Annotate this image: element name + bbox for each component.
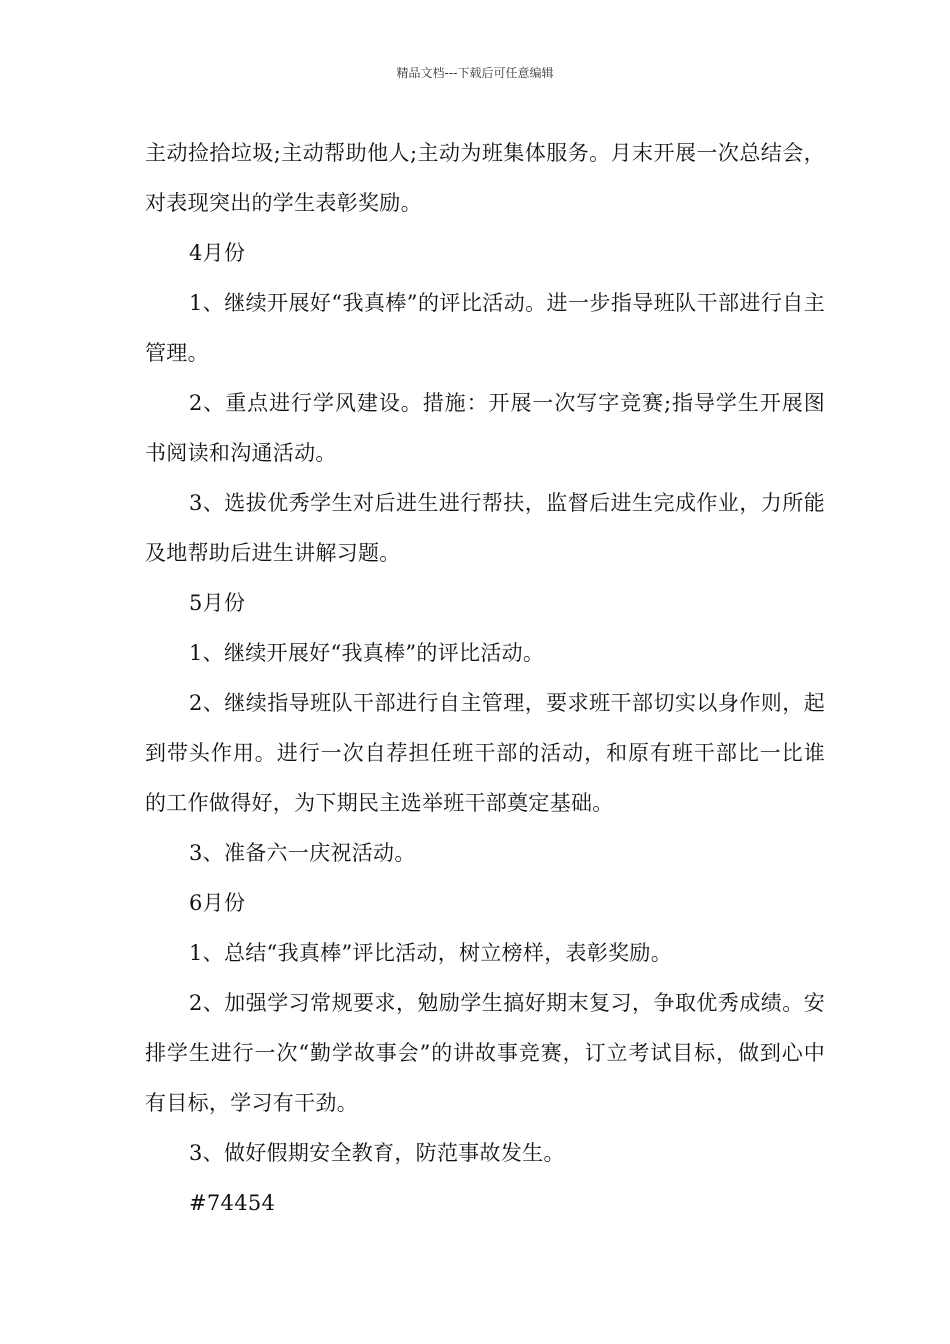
document-body xyxy=(145,128,825,1228)
paragraph-april-1: 1、继续开展好“我真棒”的评比活动。进一步指导班队干部进行自主管理。 xyxy=(145,291,825,365)
document-id: #74454 xyxy=(189,1191,276,1215)
paragraph-june-2: 2、加强学习常规要求，勉励学生搞好期末复习，争取优秀成绩。安排学生进行一次“勤学故事会”的讲故事竞赛，订立考试目标，做到心中有目标，学习有干劲。 xyxy=(145,991,825,1115)
section-heading-april: 4月份 xyxy=(189,241,246,265)
paragraph-april-3: 3、选拔优秀学生对后进生进行帮扶，监督后进生完成作业，力所能及地帮助后进生讲解习题。 xyxy=(145,491,825,565)
paragraph-april-2: 2、重点进行学风建设。措施：开展一次写字竞赛;指导学生开展图书阅读和沟通活动。 xyxy=(145,391,825,465)
paragraph-may-2: 2、继续指导班队干部进行自主管理，要求班干部切实以身作则，起到带头作用。进行一次自荐担任班干部的活动，和原有班干部比一比谁的工作做得好，为下期民主选举班干部奠定基础。 xyxy=(145,691,825,815)
paragraph-1: 主动捡拾垃圾;主动帮助他人;主动为班集体服务。月末开展一次总结会，对表现突出的学生表彰奖励。 xyxy=(145,141,825,215)
page-header: 精品文档---下载后可任意编辑 xyxy=(396,66,554,80)
paragraph-may-3: 3、准备六一庆祝活动。 xyxy=(189,841,416,865)
section-heading-june: 6月份 xyxy=(189,891,246,915)
paragraph-june-3: 3、做好假期安全教育，防范事故发生。 xyxy=(189,1141,565,1165)
section-heading-may: 5月份 xyxy=(189,591,246,615)
paragraph-june-1: 1、总结“我真棒”评比活动，树立榜样，表彰奖励。 xyxy=(189,941,673,965)
paragraph-may-1: 1、继续开展好“我真棒”的评比活动。 xyxy=(189,641,545,665)
